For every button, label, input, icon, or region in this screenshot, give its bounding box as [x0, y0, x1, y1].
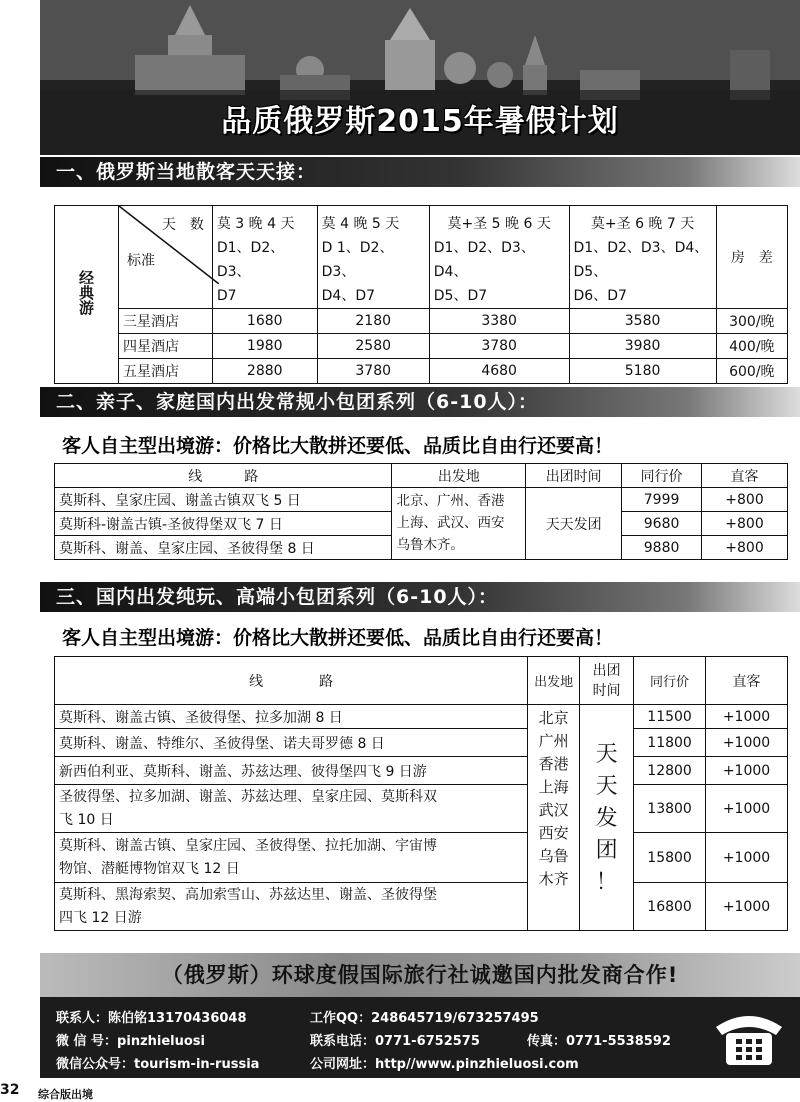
col-departure: 出发地 [392, 464, 526, 488]
side-label: 经典游 [55, 206, 119, 384]
section-2-slogan: 客人自主型出境游：价格比大散拼还要低、品质比自由行还要高！ [62, 435, 614, 457]
col-departure: 出发地 [528, 657, 580, 705]
col-schedule: 出团时间 [526, 464, 622, 488]
schedule-cell: 天天发团 [526, 488, 622, 560]
table-row: 莫斯科-谢盖古镇-圣彼得堡双飞 7 日 9680 +800 [55, 512, 788, 536]
hotel-price-table [54, 205, 788, 384]
telephone-icon [710, 1007, 788, 1069]
col-direct: 直客 [702, 464, 788, 488]
col-route: 线 路 [55, 464, 392, 488]
col-schedule: 出团 时间 [580, 657, 634, 705]
premium-tour-table [54, 656, 788, 931]
diagonal-header-cell [119, 206, 213, 309]
section-3-slogan: 客人自主型出境游：价格比大散拼还要低、品质比自由行还要高！ [62, 627, 614, 649]
work-qq: 工作QQ：248645719/673257495 [310, 1011, 539, 1026]
table-row: 三星酒店 1680 2180 3380 3580 300/晚 [55, 309, 788, 334]
contact-panel [40, 997, 800, 1078]
table-row: 莫斯科、黑海索契、高加索雪山、苏兹达里、谢盖、圣彼得堡 四飞 12 日游 16800 +1000 [55, 883, 788, 931]
col-route: 线 路 [55, 657, 528, 705]
table-row: 四星酒店 1980 2580 3780 3980 400/晚 [55, 334, 788, 359]
contact-person: 联系人：陈伯铭13170436048 [56, 1011, 247, 1026]
table-row: 莫斯科、谢盖、皇家庄园、圣彼得堡 8 日 9880 +800 [55, 536, 788, 560]
col-header-2: 莫 4 晚 5 天 D 1、D2、D3、 D4、D7 [317, 206, 429, 309]
col-price: 同行价 [634, 657, 706, 705]
col-price: 同行价 [622, 464, 702, 488]
section-1-bar: 一、俄罗斯当地散客天天接： [40, 157, 800, 187]
col-header-3: 莫+圣 5 晚 6 天 D1、D2、D3、D4、 D5、D7 [429, 206, 569, 309]
magazine-name: 综合版出境 [38, 1088, 93, 1101]
official-account: 微信公众号：tourism-in-russia [56, 1057, 260, 1072]
table-row: 五星酒店 2880 3780 4680 5180 600/晚 [55, 359, 788, 384]
section-3-bar: 三、国内出发纯玩、高端小包团系列（6-10人）： [40, 582, 800, 612]
table-row: 圣彼得堡、拉多加湖、谢盖、苏兹达理、皇家庄园、莫斯科双 飞 10 日 13800 +1000 [55, 785, 788, 833]
phone-number: 联系电话：0771-6752575 [310, 1034, 480, 1049]
page-frame [40, 0, 800, 1078]
table-row: 新西伯利亚、莫斯科、谢盖、苏兹达理、彼得堡四飞 9 日游 12800 +1000 [55, 757, 788, 785]
col-header-4: 莫+圣 6 晚 7 天 D1、D2、D3、D4、D5、 D6、D7 [569, 206, 716, 309]
header-banner [40, 0, 800, 155]
table-row: 莫斯科、谢盖、特维尔、圣彼得堡、诺夫哥罗德 8 日 11800 +1000 [55, 729, 788, 757]
wechat-id: 微 信 号：pinzhieluosi [56, 1034, 205, 1049]
departure-cities: 北京 广州 香港 上海 武汉 西安 乌鲁 木齐 [528, 705, 580, 931]
col-header-1: 莫 3 晚 4 天 D1、D2、D3、 D7 [212, 206, 317, 309]
diag-bottom-label: 标准 [127, 253, 155, 269]
col-direct: 直客 [706, 657, 788, 705]
room-diff-header: 房 差 [716, 206, 787, 309]
website-link[interactable]: 公司网址：http//www.pinzhieluosi.com [310, 1057, 579, 1072]
partnership-banner: （俄罗斯）环球度假国际旅行社诚邀国内批发商合作! [40, 953, 800, 997]
page-title: 品质俄罗斯2015年暑假计划 [221, 104, 619, 139]
fax-number: 传真：0771-5538592 [527, 1034, 671, 1049]
family-tour-table [54, 463, 788, 560]
table-row: 莫斯科、皇家庄园、谢盖古镇双飞 5 日 北京、广州、香港 上海、武汉、西安 乌鲁木齐。 天天发团 7999 +800 [55, 488, 788, 512]
table-row: 莫斯科、谢盖古镇、皇家庄园、圣彼得堡、拉托加湖、宇宙博 物馆、潜艇博物馆双飞 12 日 15800 +1000 [55, 833, 788, 883]
schedule-cell: 天 天 发 团 ！ [580, 705, 634, 931]
table-row: 莫斯科、谢盖古镇、圣彼得堡、拉多加湖 8 日 北京 广州 香港 上海 武汉 西安 乌鲁 木齐 天 天 发 团 ！ 11500 +1000 [55, 705, 788, 729]
page-number: 32 [0, 1082, 20, 1098]
section-2-bar: 二、亲子、家庭国内出发常规小包团系列（6-10人）： [40, 387, 800, 417]
departure-cities: 北京、广州、香港 上海、武汉、西安 乌鲁木齐。 [392, 488, 526, 560]
diag-top-label: 天 数 [161, 217, 204, 233]
